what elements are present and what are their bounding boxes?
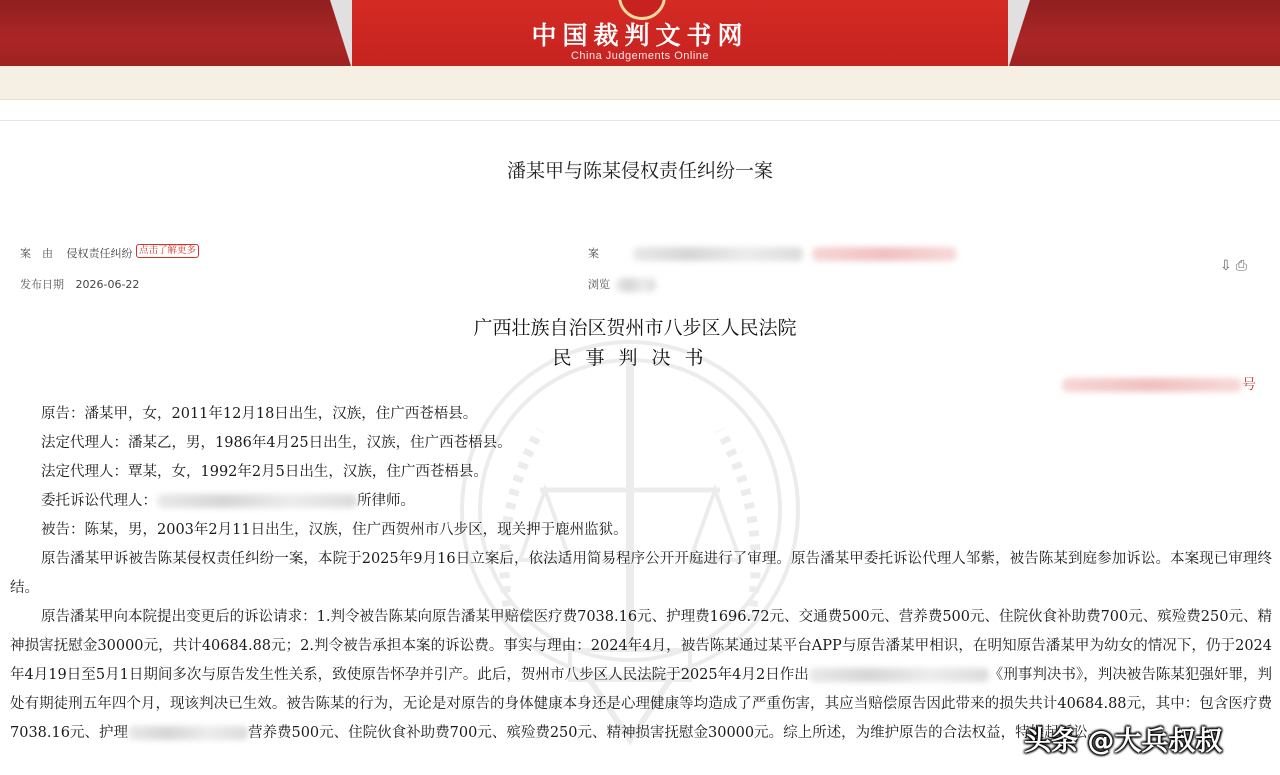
redacted-criminal-case-number [809, 668, 989, 682]
views-label: 浏览 [588, 278, 610, 291]
print-icon[interactable]: ⎙ [1235, 258, 1251, 274]
document-body [10, 400, 1272, 748]
redacted-case-number-red [812, 247, 957, 261]
paragraph-legal-rep-2: 法定代理人：覃某，女，1992年2月5日出生，汉族，住广西苍梧县。 [41, 464, 488, 480]
paragraph-defendant: 被告：陈某，男，2003年2月11日出生，汉族，住广西贺州市八步区，现关押于鹿州监狱。 [41, 522, 628, 538]
document-type: 民事判决书 [552, 347, 718, 369]
redacted-views [616, 278, 656, 292]
paragraph-attorney [10, 487, 1272, 516]
claims-part-a: 原告潘某甲向本院提出变更后的诉讼请求：1.判令被告陈某向原告潘某甲赔偿医疗费7038.16元、护理费1696.72元、交通费500元、营养费500元、住院伙食补助费700元、殡殓费250元、精神损害抚慰金30000元，共计40684.88元；2.判令被告承担本案的诉讼费。事实与理由：2024年4月，被告陈某通过某平台APP与原告潘某甲相识，在明知原告潘某甲为幼女的情况下，仍于2024年4月19日至5月1日期间多次与原告发生性关系，致使原告怀孕并引产。此后，贺州市八步区人民法院于2025年4月2日作出 [10, 609, 1272, 683]
learn-more-badge[interactable]: 点击了解更多 [136, 244, 199, 258]
views-row [588, 276, 656, 292]
site-banner [0, 0, 1280, 66]
document-case-number [1062, 374, 1256, 394]
claims-part-c: 营养费500元、住院伙食补助费700元、殡殓费250元、精神损害抚慰金30000元。综上所述，为维护原告的合法权益，特提起诉讼。 [247, 725, 1103, 741]
divider [0, 120, 1280, 121]
redacted-document-case-number [1062, 378, 1242, 392]
case-cause-label: 案 由 [20, 247, 53, 260]
claims-part-b: 《刑事判决书》，判决被告陈某犯强奸罪，判处有期徒刑五年四个月，现该判决已生效。被告陈某的行为，无论是对原告的身体健康本身还是心理健康等均造成了严重伤害，其应当赔偿原告因此带来的损失共计40684.88元，其中：包含医疗费7038.16元、护理 [10, 667, 1273, 741]
paragraph-legal-rep-1: 法定代理人：潘某乙，男，1986年4月25日出生，汉族，住广西苍梧县。 [41, 435, 512, 451]
paragraph-plaintiff: 原告：潘某甲，女，2011年12月18日出生，汉族，住广西苍梧县。 [41, 406, 478, 422]
publish-date-value: 2026-06-22 [75, 278, 140, 291]
site-subtitle: China Judgements Online [570, 50, 710, 62]
attorney-tail: 所律师。 [357, 493, 415, 509]
case-cause-value: 侵权责任纠纷 [66, 247, 133, 260]
case-number-label: 案 [588, 247, 599, 260]
redacted-case-number [633, 247, 803, 261]
attorney-label: 委托诉讼代理人： [41, 493, 157, 509]
publish-date-row [20, 276, 139, 292]
case-number-row [588, 245, 957, 261]
publish-date-label: 发布日期 [20, 278, 64, 291]
redacted-attorney [157, 494, 357, 508]
nav-bar [0, 66, 1280, 100]
case-title: 潘某甲与陈某侵权责任纠纷一案 [506, 160, 773, 182]
redacted-text [128, 726, 248, 740]
court-name: 广西壮族自治区贺州市八步区人民法院 [473, 317, 797, 339]
case-cause-row [20, 245, 199, 262]
toolbar [1220, 258, 1251, 274]
download-icon[interactable]: ⇩ [1220, 258, 1236, 274]
paragraph-case-summary: 原告潘某甲诉被告陈某侵权责任纠纷一案，本院于2025年9月16日立案后，依法适用简易程序公开开庭进行了审理。原告潘某甲委托诉讼代理人邹紫，被告陈某到庭参加诉讼。本案现已审理终结。 [10, 551, 1272, 596]
case-number-suffix: 号 [1242, 377, 1256, 393]
site-title[interactable]: 中国裁判文书网 [531, 21, 749, 50]
source-watermark: 头条 @大兵叔叔 [1024, 726, 1223, 757]
